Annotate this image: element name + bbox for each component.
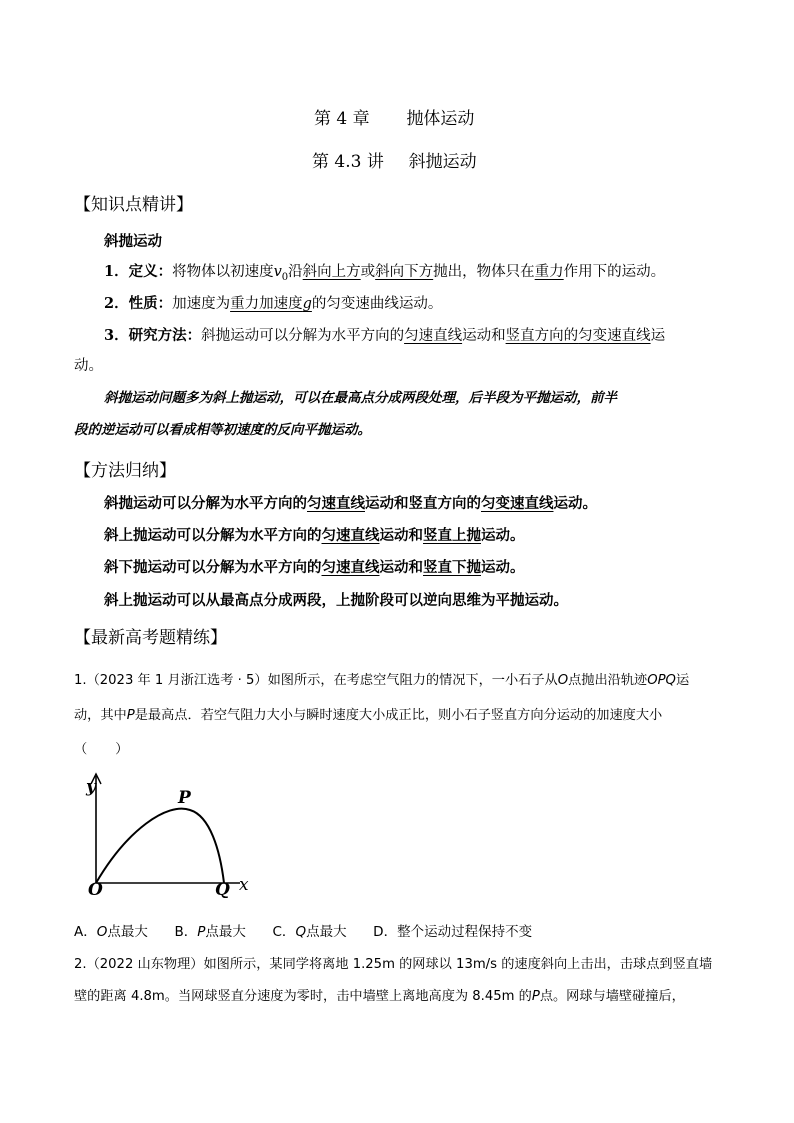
chapter-name: 抛体运动: [406, 109, 475, 129]
text-run: 斜上抛运动可以分解为水平方向的: [104, 527, 322, 544]
choice-text: 整个运动过程保持不变: [397, 924, 533, 940]
x-label: x: [239, 875, 249, 895]
choice-letter: D．: [373, 924, 398, 940]
text-run: 抛出，物体只在: [433, 264, 535, 280]
choice-letter: C．: [272, 924, 296, 940]
underlined-term: 斜向上方: [302, 264, 361, 280]
method-line: [104, 324, 665, 345]
underlined-term: 重力: [534, 264, 564, 280]
text-run: 运动和: [379, 559, 423, 576]
var-P: P: [531, 989, 540, 1004]
choice-c[interactable]: [273, 924, 347, 940]
q1-answer-blank: [74, 738, 128, 757]
paren-left: （: [74, 742, 88, 757]
paren-right: ）: [115, 742, 129, 757]
var-v: v: [273, 264, 282, 280]
choice-var: Q: [295, 924, 307, 940]
q2-line-2: [74, 985, 685, 1004]
text-run: 将物体以初速度: [172, 264, 274, 280]
var-g: g: [302, 296, 312, 312]
method-summary-1: [104, 492, 597, 513]
text-run: 1.（2023 年 1 月浙江选考 · 5）如图所示，在考虑空气阻力的情况下，一小石子从: [74, 673, 558, 688]
text-run: 是最高点．若空气阻力大小与瞬时速度大小成正比，则小石子竖直方向分运动的加速度大小: [134, 708, 663, 723]
underlined-term: 匀速直线: [321, 527, 380, 544]
choice-letter: A．: [74, 924, 97, 940]
choice-var: P: [197, 924, 206, 940]
method-summary-3: [104, 556, 525, 577]
chapter-title: [314, 104, 474, 129]
knowledge-subtitle: 斜抛运动: [104, 233, 162, 250]
q1-line-2: [74, 704, 662, 723]
text-run: 或: [360, 264, 376, 280]
trajectory-curve: [96, 809, 224, 883]
text-run: 壁的距离 4.8m。当网球竖直分速度为零时，击中墙壁上离地高度为 8.45m 的: [74, 989, 532, 1004]
choice-b[interactable]: [174, 924, 245, 940]
section-heading-knowledge: 【知识点精讲】: [74, 195, 193, 215]
text-run: 运动和: [379, 527, 423, 544]
underlined-term: 匀速直线: [307, 495, 365, 512]
note-line-2: 段的逆运动可以看成相等初速度的反向平抛运动。: [74, 422, 371, 438]
text-run: 运: [650, 328, 666, 344]
y-label: y: [86, 777, 96, 797]
underlined-term: 匀变速直线: [481, 495, 554, 512]
var-subscript: 0: [281, 271, 289, 283]
q2-line-1: 2.（2022 山东物理）如图所示，某同学将离地 1.25m 的网球以 13m/s 的速度斜向上击出，击球点到竖直墙: [74, 957, 713, 972]
definition-label: 1．定义：: [104, 263, 173, 280]
text-run: 加速度为: [172, 296, 231, 312]
underlined-term: 竖直上抛: [423, 527, 481, 544]
var-O: O: [557, 673, 569, 688]
var-OPQ: OPQ: [647, 673, 676, 688]
choice-text: 点最大: [205, 924, 246, 940]
method-summary-2: [104, 524, 525, 545]
lecture-number: 第 4.3 讲: [312, 152, 384, 172]
q1-choices: [74, 920, 532, 940]
choice-text: 点最大: [107, 924, 148, 940]
method-line-cont: 动。: [74, 358, 103, 374]
q-label: Q: [215, 880, 230, 898]
choice-d[interactable]: [373, 924, 532, 940]
underlined-term: 匀速直线: [321, 559, 380, 576]
note-line-1: 斜抛运动问题多为斜上抛运动，可以在最高点分成两段处理，后半段为平抛运动，前半: [104, 390, 617, 406]
lecture-title: [312, 147, 477, 172]
section-heading-exam: 【最新高考题精练】: [74, 628, 227, 648]
text-run: 运动。: [481, 527, 525, 544]
underlined-term: 匀变速直线: [578, 328, 651, 344]
section-heading-method: 【方法归纳】: [74, 461, 176, 481]
underlined-term: 匀速直线: [404, 328, 463, 344]
lecture-name: 斜抛运动: [408, 152, 477, 172]
text-run: 斜下抛运动可以分解为水平方向的: [104, 559, 322, 576]
text-run: 重力加速度: [230, 296, 303, 312]
p-label: P: [178, 788, 191, 808]
text-run: 运动和竖直方向的: [365, 495, 481, 512]
choice-a[interactable]: [74, 924, 148, 940]
choice-text: 点最大: [306, 924, 347, 940]
text-run: 运: [675, 673, 690, 688]
underlined-term: 竖直方向的: [505, 328, 579, 344]
o-label: O: [88, 880, 103, 898]
text-run: 运动。: [553, 495, 597, 512]
text-run: 沿: [288, 264, 303, 280]
choice-letter: B．: [174, 924, 198, 940]
choice-var: O: [96, 924, 108, 940]
underlined-term: [230, 296, 312, 312]
text-run: 运动。: [481, 559, 525, 576]
method-summary-4: 斜上抛运动可以从最高点分成两段，上抛阶段可以逆向思维为平抛运动。: [104, 592, 568, 609]
method-label: 3．研究方法：: [104, 327, 202, 344]
var-P: P: [126, 708, 135, 723]
trajectory-figure: [72, 770, 262, 898]
text-run: 运动和: [462, 328, 506, 344]
text-run: 的匀变速曲线运动。: [311, 296, 443, 312]
underlined-term: 竖直下抛: [423, 559, 481, 576]
underlined-term: 斜向下方: [375, 264, 434, 280]
text-run: 作用下的运动。: [563, 264, 666, 280]
text-run: 点抛出沿轨迹: [568, 673, 648, 688]
chapter-number: 第 4 章: [314, 109, 370, 129]
q1-line-1: [74, 669, 689, 688]
text-run: 点。网球与墙壁碰撞后，: [539, 989, 685, 1004]
text-run: 斜抛运动可以分解为水平方向的: [201, 328, 405, 344]
text-run: 动，其中: [74, 708, 127, 723]
property-line: [104, 292, 442, 313]
text-run: 斜抛运动可以分解为水平方向的: [104, 495, 307, 512]
definition-line: [104, 260, 665, 283]
property-label: 2．性质：: [104, 295, 173, 312]
